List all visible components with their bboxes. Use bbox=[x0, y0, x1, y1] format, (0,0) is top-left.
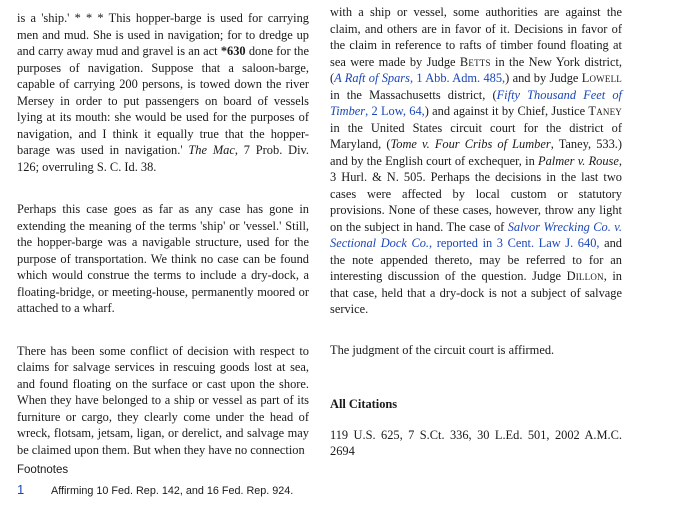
text-run: in the New York district, ( bbox=[330, 54, 622, 85]
footnotes-section bbox=[17, 464, 617, 497]
text-run: in the Massachusetts district, ( bbox=[330, 87, 497, 102]
citation-link-text: Fifty Thousand Feet of Timber bbox=[330, 87, 622, 118]
judge-name: Lowell bbox=[581, 71, 622, 85]
footnotes-title: Footnotes bbox=[17, 464, 69, 476]
footnote-text: Affirming 10 Fed. Rep. 142, and 16 Fed. Rep. 924. bbox=[51, 485, 294, 497]
all-citations-heading: All Citations bbox=[330, 397, 398, 411]
all-citations-text: 119 U.S. 625, 7 S.Ct. 336, 30 L.Ed. 501, 2002 A.M.C. 2694 bbox=[330, 427, 622, 458]
citation-link-cite: , 2 Low, 64, bbox=[365, 104, 425, 118]
left-paragraph-2: Perhaps this case goes as far as any case has gone in extending the meaning of the terms 'ship' or 'vessel.' Still, the hopper-barge was a navigable structure, used for the purpose of transportation. We think no case can be found which would construe the terms to include a dry-dock, a floating-bridge, or meeting-house, permanently moored or attached to a wharf. bbox=[17, 202, 309, 315]
text-run: done for the purposes of navigation. Suppose that a saloon-barge, capable of carrying 200 persons, is towed down the river Mersey in order to put passengers on board of vessels lying at its mouth: she would be used for the purposes of navigation, and I think it equally true that the hopper-barage was used in navigation.' bbox=[17, 44, 309, 157]
case-name: The Mac bbox=[188, 143, 235, 157]
text-run: , 3 Hurl. & N. 505. Perhaps the decisions in the last two cases were affected by local custom or statutory provisions. None of these cases, however, throw any light on the subject in hand. The case of bbox=[330, 153, 622, 234]
judge-name: Dillon bbox=[566, 269, 604, 283]
citation-link-text: Salvor Wrecking Co. v. Sectional Dock Co. bbox=[330, 219, 622, 250]
text-run: with a ship or vessel, some authorities are against the claim, and others are in favor of it. Decisions in favor of the claim in reference to rafts of timber found floating at sea were made by Judge bbox=[330, 5, 622, 69]
text-run: and the note appended thereto, may be referred to for an interesting discussion of the question. Judge bbox=[330, 236, 622, 283]
judge-name: Betts bbox=[459, 54, 491, 69]
text-run: is a 'ship.' * * * This hopper-barge is used for carrying men and mud. She is used in navigation; for to dredge up and carry away mud and gravel is an act bbox=[17, 11, 309, 58]
text-run: ) and against it by Chief, Justice bbox=[424, 104, 589, 118]
star-page-marker: *630 bbox=[220, 44, 246, 58]
case-name: Tome v. Four Cribs of Lumber bbox=[390, 137, 551, 151]
right-column bbox=[330, 4, 622, 460]
text-run: , 7 Prob. Div. 126; overruling S. C. Id. 38. bbox=[17, 143, 309, 174]
left-column bbox=[17, 10, 309, 458]
citation-link-cite: , reported in 3 Cent. Law J. 640, bbox=[429, 236, 600, 250]
citation-link-raft-of-spars[interactable] bbox=[334, 71, 505, 85]
text-run: , Taney, 533.) and by the English court of exchequer, in bbox=[330, 137, 623, 168]
right-paragraph-1 bbox=[330, 4, 622, 318]
citation-link-cite: , 1 Abb. Adm. 485, bbox=[409, 71, 506, 85]
text-run: ) and by Judge bbox=[505, 71, 582, 85]
footnote-item bbox=[17, 482, 617, 497]
judgment-paragraph: The judgment of the circuit court is affirmed. bbox=[330, 342, 555, 357]
text-run: in the United States circuit court for the district of Maryland, ( bbox=[330, 120, 622, 151]
left-paragraph-3: There has been some conflict of decision with respect to claims for salvage services in rescuing goods lost at sea, and found floating on the surface or cast upon the shore. When they have belonged to a ship or vessel as part of its furniture or cargo, they clearly come under the head of wreck, flotsam, jetsam, ligan, or derelict, and salvage may be claimed upon them. But when they have no connection bbox=[17, 343, 309, 457]
citation-link-text: A Raft of Spars bbox=[334, 71, 410, 85]
text-run: , in that case, held that a dry-dock is not a subject of salvage service. bbox=[330, 269, 622, 316]
judge-name: Taney bbox=[588, 104, 622, 118]
footnote-number-link[interactable]: 1 bbox=[17, 482, 25, 497]
left-paragraph-1 bbox=[17, 10, 309, 175]
case-name: Palmer v. Rouse bbox=[538, 153, 619, 168]
